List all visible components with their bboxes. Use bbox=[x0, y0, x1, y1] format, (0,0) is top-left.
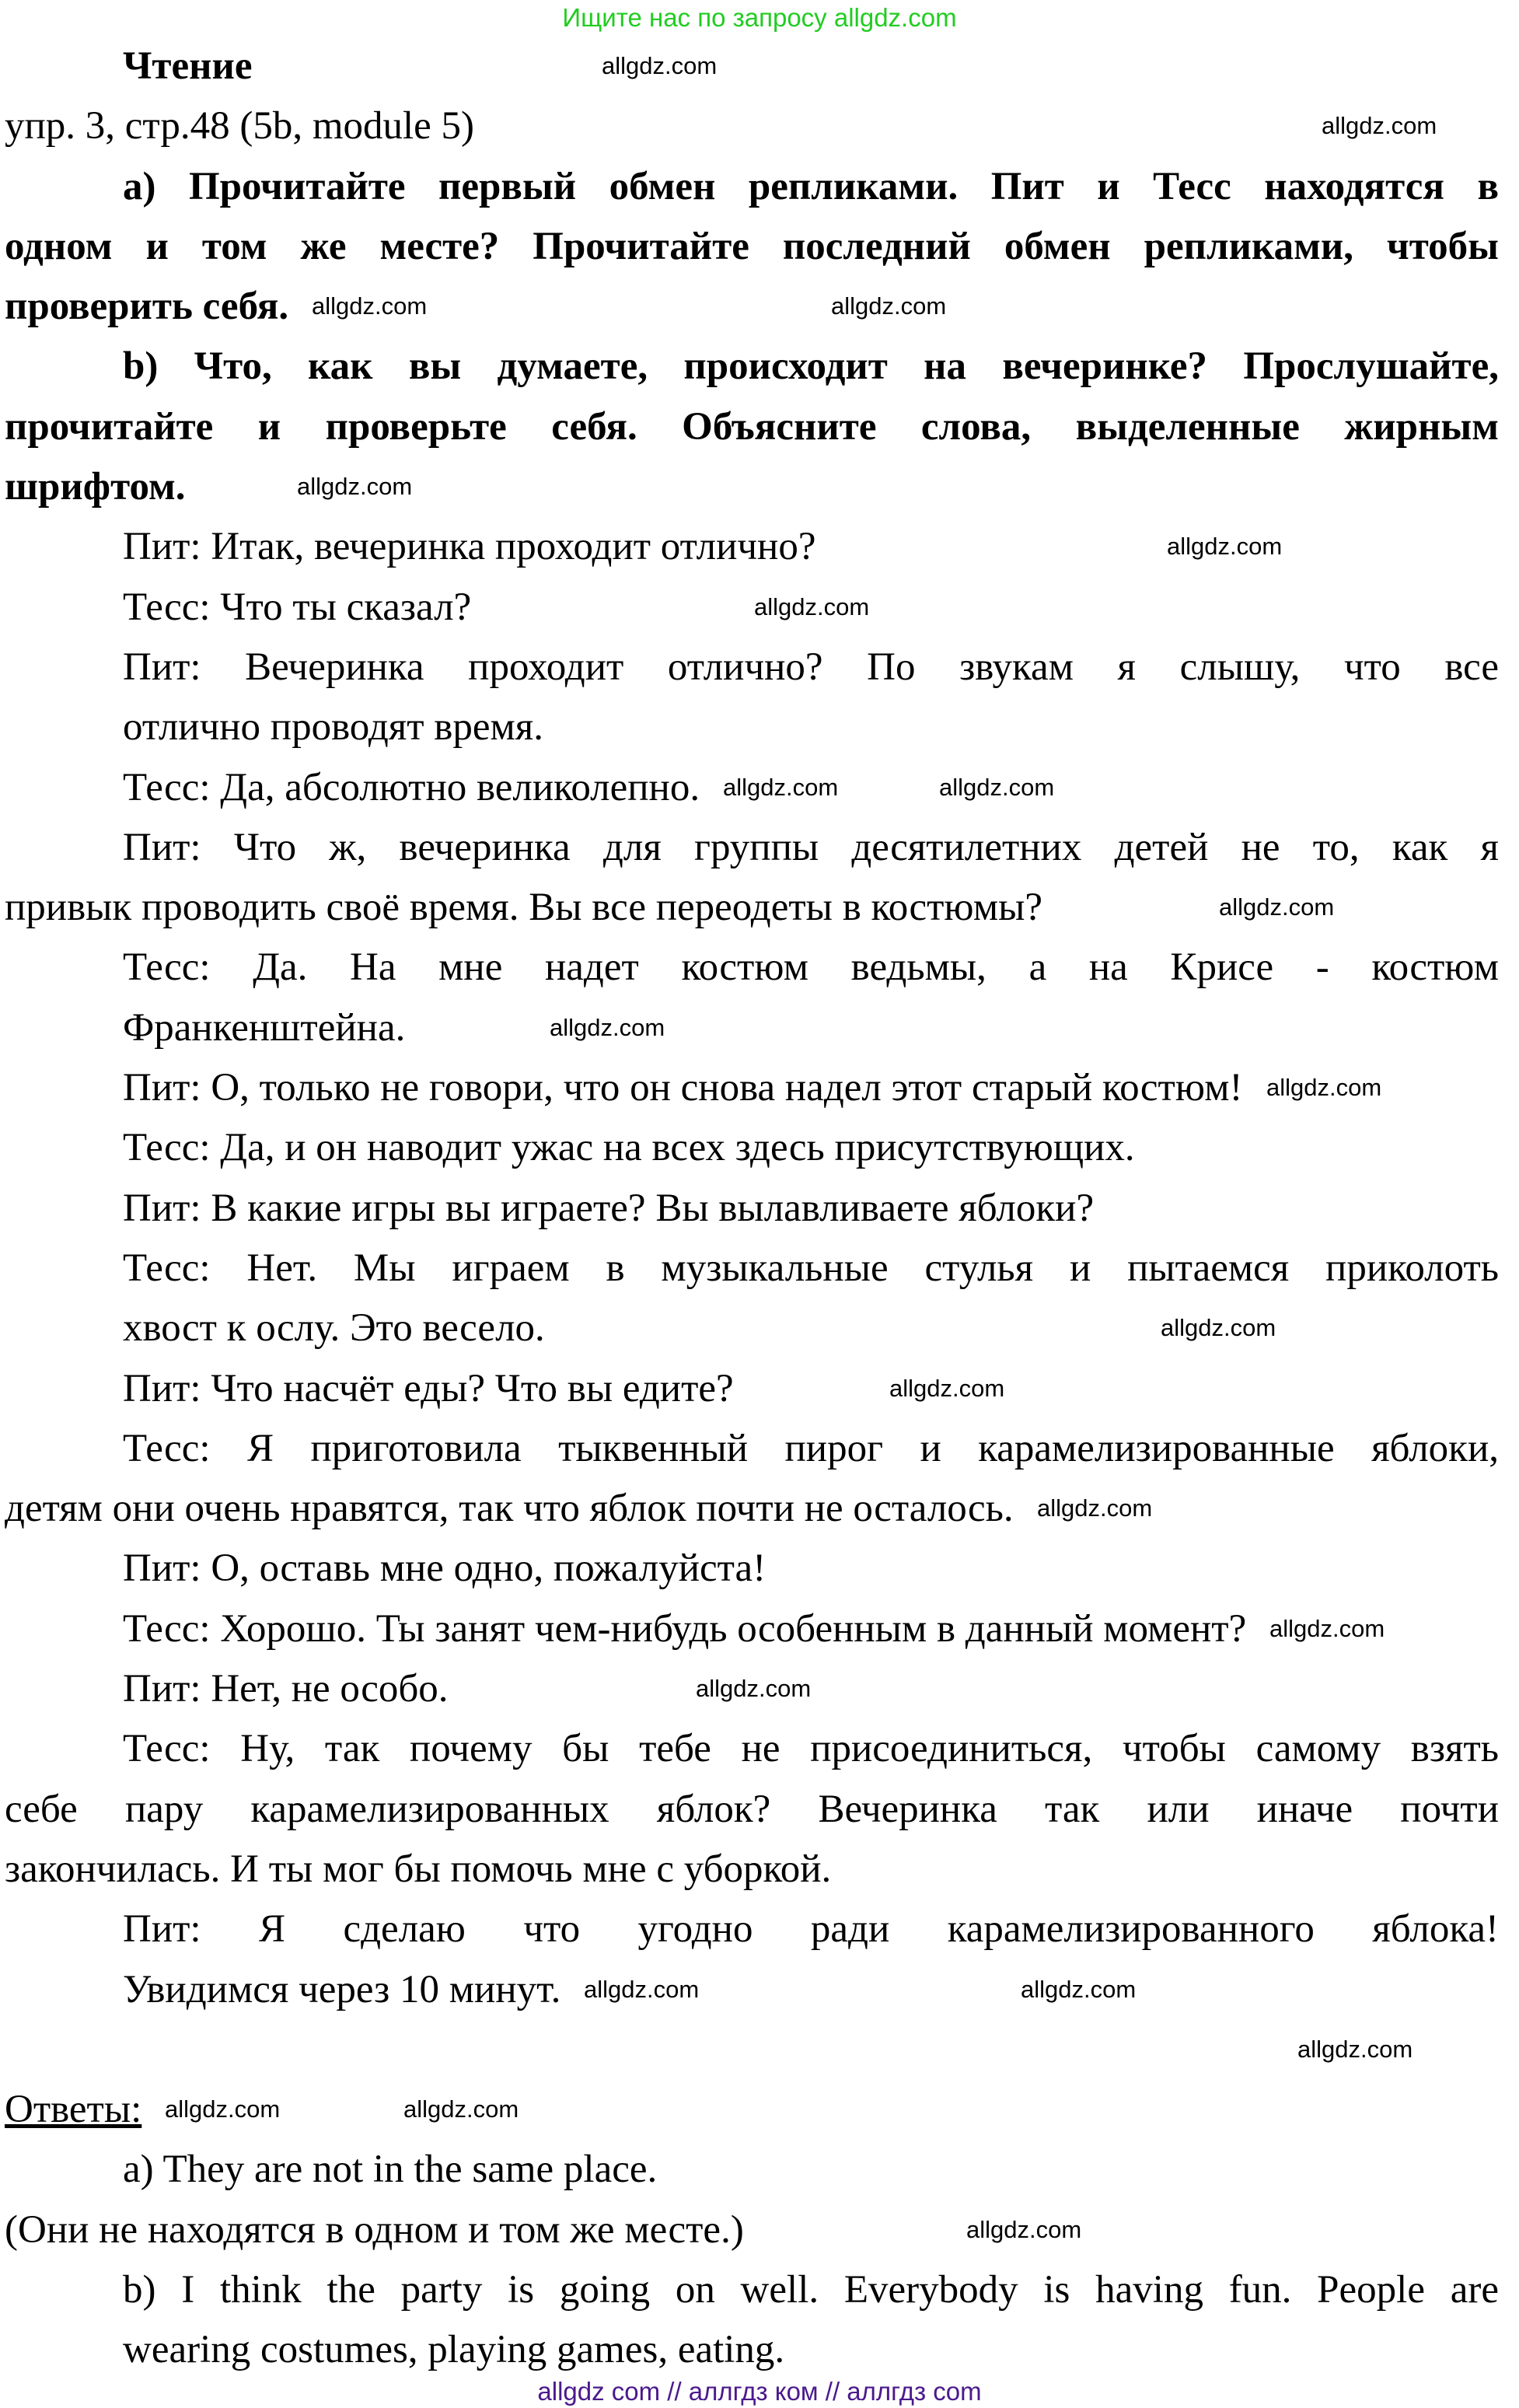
dialogue-line bbox=[5, 1239, 1499, 1298]
dialogue-line bbox=[5, 1780, 1499, 1840]
dialogue-line bbox=[5, 1058, 1499, 1118]
line-text: Тесс: Да, и он наводит ужас на всех здесь присутствующих. bbox=[123, 1126, 1135, 1170]
line-text: wearing costumes, playing games, eating. bbox=[123, 2328, 785, 2372]
watermark-text: allgdz.com bbox=[754, 592, 870, 620]
dialogue-line bbox=[5, 1659, 1499, 1719]
line-text: Ответы: bbox=[5, 2088, 142, 2132]
watermark-text: allgdz.com bbox=[584, 1975, 700, 2003]
watermark-text: allgdz.com bbox=[889, 1374, 1005, 1402]
dialogue-line bbox=[5, 638, 1499, 697]
exercise-reference bbox=[5, 96, 1499, 156]
line-text: Пит: Итак, вечеринка проходит отлично? bbox=[123, 525, 816, 569]
footer-links[interactable]: allgdz com // аллгдз ком // аллгдз com bbox=[537, 2377, 982, 2406]
line-text: Пит: О, оставь мне одно, пожалуйста! bbox=[123, 1547, 766, 1591]
dialogue-line bbox=[5, 1118, 1499, 1178]
line-text: a) Прочитайте первый обмен репликами. Пит и Тесс находятся в bbox=[123, 164, 1499, 208]
line-text: отлично проводят время. bbox=[123, 705, 543, 750]
line-text: b) I think the party is going on well. Everybody is having fun. People are bbox=[123, 2267, 1499, 2312]
answer-a-translation bbox=[5, 2200, 1499, 2260]
dialogue-line bbox=[5, 578, 1499, 638]
section-title bbox=[5, 37, 1499, 96]
watermark-text: allgdz.com bbox=[831, 292, 947, 320]
dialogue-line bbox=[5, 998, 1499, 1058]
dialogue-line bbox=[5, 1719, 1499, 1779]
line-text: одном и том же месте? Прочитайте последний обмен репликами, чтобы bbox=[5, 224, 1499, 268]
dialogue-line bbox=[5, 1840, 1499, 1899]
dialogue-line bbox=[5, 1539, 1499, 1599]
dialogue-line bbox=[5, 1419, 1499, 1479]
watermark-text: allgdz.com bbox=[1322, 112, 1437, 140]
watermark-text: allgdz.com bbox=[1037, 1494, 1153, 1522]
document-body bbox=[5, 37, 1499, 2381]
line-text: Пит: Нет, не особо. bbox=[123, 1667, 449, 1711]
line-text: Тесс: Хорошо. Ты занят чем-нибудь особенным в данный момент? bbox=[123, 1606, 1247, 1651]
line-text: Тесс: Нет. Мы играем в музыкальные стулья и пытаемся приколоть bbox=[123, 1246, 1499, 1290]
line-text: Чтение bbox=[123, 44, 253, 88]
watermark-text: allgdz.com bbox=[1219, 893, 1335, 921]
watermark-text: allgdz.com bbox=[297, 473, 413, 501]
task-b-line bbox=[5, 457, 1499, 517]
line-text: детям они очень нравятся, так что яблок почти не осталось. bbox=[5, 1487, 1014, 1531]
answer-a bbox=[5, 2140, 1499, 2200]
watermark-text: allgdz.com bbox=[550, 1013, 665, 1041]
dialogue-line bbox=[5, 818, 1499, 878]
watermark-text: allgdz.com bbox=[1021, 1975, 1137, 2003]
dialogue-line bbox=[5, 1599, 1499, 1659]
line-text: b) Что, как вы думаете, происходит на вечеринке? Прослушайте, bbox=[123, 344, 1499, 389]
line-text: шрифтом. bbox=[5, 465, 186, 509]
line-text: хвост к ослу. Это весело. bbox=[123, 1306, 545, 1351]
dialogue-line bbox=[5, 517, 1499, 577]
watermark-text: allgdz.com bbox=[966, 2215, 1082, 2243]
line-text: Тесс: Что ты сказал? bbox=[123, 585, 472, 629]
watermark-text: allgdz.com bbox=[939, 773, 1055, 801]
line-text: проверить себя. bbox=[5, 285, 289, 329]
line-text: Увидимся через 10 минут. bbox=[123, 1967, 561, 2011]
dialogue-line bbox=[5, 1899, 1499, 1959]
watermark-text: allgdz.com bbox=[1269, 1614, 1385, 1642]
line-text: Пит: В какие игры вы играете? Вы вылавливаете яблоки? bbox=[123, 1186, 1095, 1230]
line-text: прочитайте и проверьте себя. Объясните слова, выделенные жирным bbox=[5, 404, 1499, 449]
dialogue-line bbox=[5, 1479, 1499, 1539]
dialogue-line bbox=[5, 697, 1499, 757]
line-text: Тесс: Да. На мне надет костюм ведьмы, а на Крисе - костюм bbox=[123, 945, 1499, 990]
line-text: себе пару карамелизированных яблок? Вечеринка так или иначе почти bbox=[5, 1787, 1499, 1831]
dialogue-line bbox=[5, 1960, 1499, 2020]
line-text: привык проводить своё время. Вы все переодеты в костюмы? bbox=[5, 886, 1043, 930]
dialogue-line bbox=[5, 1359, 1499, 1419]
line-text: Тесс: Ну, так почему бы тебе не присоединиться, чтобы самому взять bbox=[123, 1727, 1499, 1771]
dialogue-line bbox=[5, 938, 1499, 998]
watermark-text: allgdz.com bbox=[1167, 533, 1283, 561]
line-text: Франкенштейна. bbox=[123, 1005, 406, 1050]
watermark-text: allgdz.com bbox=[602, 52, 718, 79]
dialogue-line bbox=[5, 1179, 1499, 1239]
line-text: Пит: Я сделаю что угодно ради карамелизированного яблока! bbox=[123, 1907, 1499, 1952]
line-text: (Они не находятся в одном и том же месте.) bbox=[5, 2207, 744, 2252]
blank-line bbox=[5, 2020, 1499, 2080]
line-text: упр. 3, стр.48 (5b, module 5) bbox=[5, 104, 475, 149]
watermark-text: allgdz.com bbox=[1266, 1074, 1382, 1102]
answers-heading bbox=[5, 2080, 1499, 2140]
line-text: Тесс: Да, абсолютно великолепно. bbox=[123, 765, 700, 809]
dialogue-line bbox=[5, 1298, 1499, 1358]
task-a-line bbox=[5, 277, 1499, 337]
task-a-line bbox=[5, 157, 1499, 217]
line-text: закончилась. И ты мог бы помочь мне с уборкой. bbox=[5, 1847, 832, 1891]
line-text: Пит: О, только не говори, что он снова надел этот старый костюм! bbox=[123, 1066, 1243, 1110]
task-b-line bbox=[5, 397, 1499, 457]
watermark-text: allgdz.com bbox=[312, 292, 428, 320]
answer-b-line bbox=[5, 2260, 1499, 2320]
line-text: Тесс: Я приготовила тыквенный пирог и карамелизированные яблоки, bbox=[123, 1426, 1499, 1470]
watermark-text: allgdz.com bbox=[723, 773, 839, 801]
task-b-line bbox=[5, 337, 1499, 397]
watermark-text: allgdz.com bbox=[696, 1675, 812, 1703]
watermark-text: allgdz.com bbox=[403, 2095, 519, 2123]
line-text: a) They are not in the same place. bbox=[123, 2148, 658, 2192]
answer-b-line bbox=[5, 2320, 1499, 2380]
line-text: Пит: Что насчёт еды? Что вы едите? bbox=[123, 1366, 734, 1410]
search-banner-link[interactable]: Ищите нас по запросу allgdz.com bbox=[562, 3, 957, 32]
line-text: Пит: Что ж, вечеринка для группы десятилетних детей не то, как я bbox=[123, 825, 1499, 869]
line-text: Пит: Вечеринка проходит отлично? По звукам я слышу, что все bbox=[123, 645, 1499, 689]
watermark-text: allgdz.com bbox=[1161, 1314, 1276, 1342]
watermark-text: allgdz.com bbox=[165, 2095, 281, 2123]
dialogue-line bbox=[5, 758, 1499, 818]
watermark-text: allgdz.com bbox=[1297, 2035, 1413, 2063]
task-a-line bbox=[5, 217, 1499, 277]
dialogue-line bbox=[5, 878, 1499, 938]
